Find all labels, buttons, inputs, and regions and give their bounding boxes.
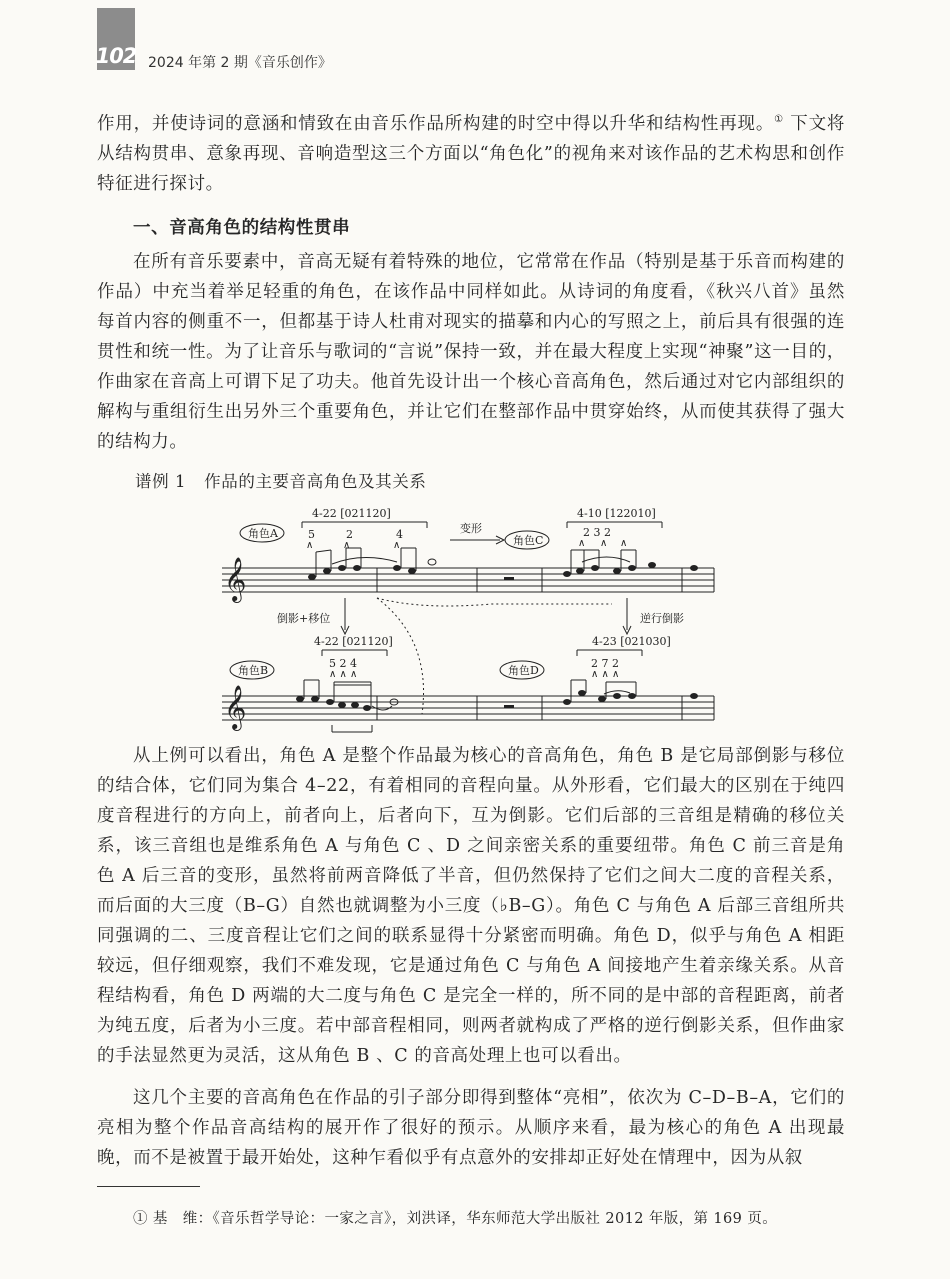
interval-label: 4 [396, 528, 403, 541]
paragraph-3: 这几个主要的音高角色在作品的引子部分即得到整体“亮相”，依次为 C–D–B–A，它们的亮相为整个作品音高结构的展开作了很好的预示。从顺序来看，最为核心的角色 A 出现最晚，而不是被置于最开始处，这种乍看似乎有点意外的安排却正好处在情理中，因为从叙 [97, 1088, 845, 1168]
svg-text:∧: ∧ [600, 538, 608, 549]
svg-text:∧: ∧ [578, 538, 586, 549]
svg-text:∧: ∧ [620, 538, 628, 549]
set-label-c: 4-10 [122010] [577, 507, 656, 520]
arrow-label-inversion: 倒影+移位 [277, 612, 331, 625]
arrow-label-retro: 逆行倒影 [640, 612, 684, 625]
svg-text:∧: ∧ [343, 540, 351, 551]
intro-text: 作用，并使诗词的意涵和情致在由音乐作品所构建的时空中得以升华和结构性再现。 [97, 113, 775, 134]
intro-text-continued: 下文将从结构贯串、意象再现、音响造型这三个方面以“角色化”的视角来对该作品的艺术构思和创作特征进行探讨。 [97, 113, 846, 194]
set-label-b: 4-22 [021120] [314, 635, 393, 648]
interval-label-d: 2 7 2 [591, 657, 619, 670]
role-label-a: 角色A [248, 527, 278, 540]
treble-clef-icon: 𝄞 [224, 557, 247, 601]
role-label-c: 角色C [513, 534, 544, 547]
section-heading: 一、音高角色的结构性贯串 [133, 218, 351, 238]
svg-text:∧ ∧ ∧: ∧ ∧ ∧ [591, 669, 620, 680]
footnote: ① 基 维：《音乐哲学导论：一家之言》，刘洪译，华东师范大学出版社 2012 年版，第 169 页。 [133, 1211, 778, 1227]
page-number: 102 [97, 8, 135, 70]
interval-label: 2 [346, 528, 353, 541]
intro-paragraph [97, 105, 845, 199]
footnote-marker[interactable]: ① [774, 114, 784, 125]
role-label-b: 角色B [238, 664, 269, 677]
interval-label-b: 5 2 4 [329, 657, 357, 670]
svg-text:∧ ∧ ∧: ∧ ∧ ∧ [329, 669, 358, 680]
svg-text:∧: ∧ [306, 540, 314, 551]
interval-label-c: 2 3 2 [583, 526, 611, 539]
interval-label: 5 [308, 528, 315, 541]
example-title: 作品的主要音高角色及其关系 [204, 472, 427, 491]
example-caption [135, 468, 444, 492]
example-label: 谱例 1 [135, 472, 187, 491]
set-label-d: 4-23 [021030] [592, 635, 671, 648]
treble-clef-icon: 𝄞 [224, 685, 247, 729]
svg-text:∧: ∧ [393, 540, 401, 551]
paragraph-2: 从上例可以看出，角色 A 是整个作品最为核心的音高角色，角色 B 是它局部倒影与移位的结合体，它们同为集合 4–22，有着相同的音程向量。从外形看，它们最大的区别在于纯四度音程进行的方向上，前者向上，后者向下，互为倒影。它们后部的三音组是精确的移位关系，该三音组也是维系角色 A 与角色 C 、D 之间亲密关系的重要纽带。角色 C 前三音是角色 A 后三音的变形，虽然将前两音降低了半音，但仍然保持了它们之间大二度的音程关系，而后面的大三度（B–G）自然也就调整为小三度（♭B–G）。角色 C 与角色 A 后部三音组所共同强调的二、三度音程让它们之间的联系显得十分紧密而明确。角色 D，似乎与角色 A 相距较远，但仔细观察，我们不难发现，它是通过角色 C 与角色 A 间接地产生着亲缘关系。从音程结构看，角色 D 两端的大二度与角色 C 是完全一样的，所不同的是中部的音程距离，前者为纯五度，后者为小三度。若中部音程相同，则两者就构成了严格的逆行倒影关系，但作曲家的手法显然更为灵活，这从角色 B 、C 的音高处理上也可以看出。 [97, 746, 845, 1066]
running-header: 2024 年第 2 期《音乐创作》 [148, 55, 332, 71]
set-label-a: 4-22 [021120] [312, 507, 391, 520]
role-label-d: 角色D [508, 664, 539, 677]
paragraph-1: 在所有音乐要素中，音高无疑有着特殊的地位，它常常在作品（特别是基于乐音而构建的作品）中充当着举足轻重的角色，在该作品中同样如此。从诗词的角度看，《秋兴八首》虽然每首内容的侧重不一，但都基于诗人杜甫对现实的描摹和内心的写照之上，前后具有很强的连贯性和统一性。为了让音乐与歌词的“言说”保持一致，并在最大程度上实现“神聚”这一目的，作曲家在音高上可谓下足了功夫。他首先设计出一个核心音高角色，然后通过对它内部组织的解构与重组衍生出另外三个重要角色，并让它们在整部作品中贯穿始终，从而使其获得了强大的结构力。 [97, 252, 845, 452]
arrow-label-transform: 变形 [460, 522, 482, 535]
music-example [222, 500, 722, 740]
footnote-rule [97, 1186, 200, 1187]
